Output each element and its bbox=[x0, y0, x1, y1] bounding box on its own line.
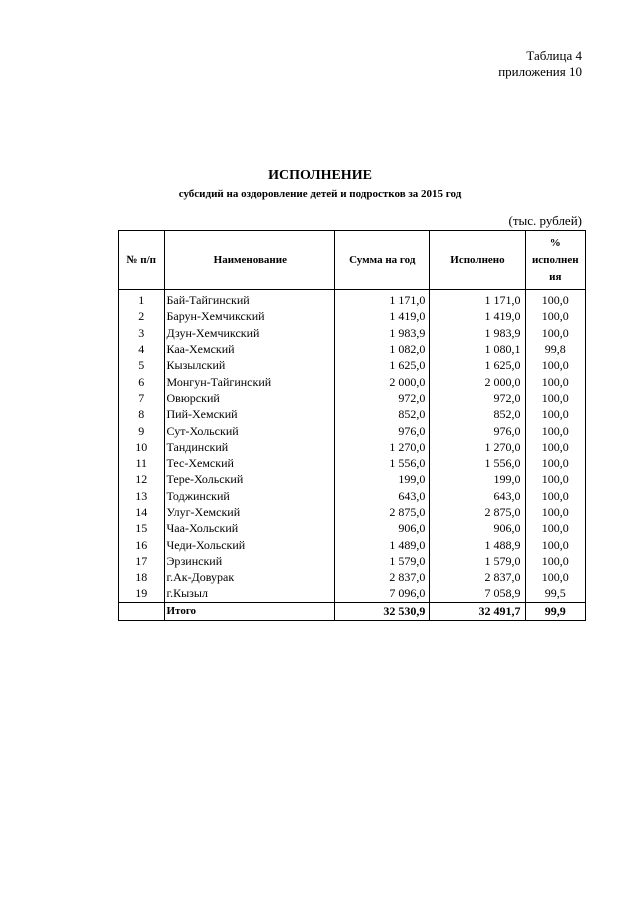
cell-done: 2 000,0 bbox=[430, 373, 525, 389]
cell-done: 1 488,9 bbox=[430, 536, 525, 552]
cell-no: 11 bbox=[119, 455, 165, 471]
cell-sum: 1 082,0 bbox=[335, 341, 430, 357]
cell-no: 4 bbox=[119, 341, 165, 357]
cell-done: 852,0 bbox=[430, 406, 525, 422]
cell-no: 9 bbox=[119, 422, 165, 438]
cell-name: Монгун-Тайгинский bbox=[164, 373, 335, 389]
cell-pct: 99,8 bbox=[525, 341, 585, 357]
cell-done: 7 058,9 bbox=[430, 585, 525, 602]
cell-pct: 100,0 bbox=[525, 390, 585, 406]
cell-done: 976,0 bbox=[430, 422, 525, 438]
cell-done: 1 080,1 bbox=[430, 341, 525, 357]
cell-done: 972,0 bbox=[430, 390, 525, 406]
cell-done: 199,0 bbox=[430, 471, 525, 487]
cell-done: 2 875,0 bbox=[430, 504, 525, 520]
col-header-pct-line3: ия bbox=[549, 270, 562, 283]
col-header-pct-line2: исполнен bbox=[531, 253, 579, 266]
cell-name: Каа-Хемский bbox=[164, 341, 335, 357]
cell-pct: 100,0 bbox=[525, 569, 585, 585]
cell-no: 16 bbox=[119, 536, 165, 552]
cell-no: 8 bbox=[119, 406, 165, 422]
cell-sum: 643,0 bbox=[335, 488, 430, 504]
cell-name: Чаа-Хольский bbox=[164, 520, 335, 536]
cell-no: 18 bbox=[119, 569, 165, 585]
cell-name: г.Кызыл bbox=[164, 585, 335, 602]
table-header bbox=[119, 231, 586, 290]
cell-name: Пий-Хемский bbox=[164, 406, 335, 422]
total-row bbox=[119, 602, 586, 620]
cell-done: 1 270,0 bbox=[430, 439, 525, 455]
cell-sum: 1 579,0 bbox=[335, 553, 430, 569]
table-body bbox=[119, 290, 586, 621]
table-row bbox=[119, 569, 586, 585]
table-row bbox=[119, 585, 586, 602]
table-row bbox=[119, 341, 586, 357]
cell-name: Тере-Хольский bbox=[164, 471, 335, 487]
total-sum: 32 530,9 bbox=[335, 602, 430, 620]
cell-no: 3 bbox=[119, 325, 165, 341]
table-row bbox=[119, 422, 586, 438]
total-done: 32 491,7 bbox=[430, 602, 525, 620]
cell-pct: 100,0 bbox=[525, 471, 585, 487]
col-header-no: № п/п bbox=[119, 231, 165, 290]
cell-sum: 976,0 bbox=[335, 422, 430, 438]
cell-no: 17 bbox=[119, 553, 165, 569]
cell-pct: 100,0 bbox=[525, 357, 585, 373]
table-row bbox=[119, 357, 586, 373]
table-row bbox=[119, 553, 586, 569]
table-row bbox=[119, 504, 586, 520]
cell-no: 12 bbox=[119, 471, 165, 487]
cell-done: 1 556,0 bbox=[430, 455, 525, 471]
cell-sum: 1 625,0 bbox=[335, 357, 430, 373]
table-row bbox=[119, 390, 586, 406]
cell-name: Дзун-Хемчикский bbox=[164, 325, 335, 341]
table-row bbox=[119, 439, 586, 455]
document-subtitle: субсидий на оздоровление детей и подростков за 2015 год bbox=[178, 188, 462, 200]
table-row bbox=[119, 406, 586, 422]
cell-pct: 100,0 bbox=[525, 373, 585, 389]
cell-pct: 100,0 bbox=[525, 308, 585, 324]
table-row bbox=[119, 325, 586, 341]
table-row bbox=[119, 373, 586, 389]
col-header-pct-line1: % bbox=[549, 236, 561, 249]
cell-sum: 972,0 bbox=[335, 390, 430, 406]
cell-no: 5 bbox=[119, 357, 165, 373]
cell-done: 1 579,0 bbox=[430, 553, 525, 569]
cell-pct: 100,0 bbox=[525, 553, 585, 569]
cell-pct: 100,0 bbox=[525, 488, 585, 504]
total-label: Итого bbox=[164, 602, 335, 620]
cell-no: 1 bbox=[119, 290, 165, 309]
cell-no: 2 bbox=[119, 308, 165, 324]
cell-no: 14 bbox=[119, 504, 165, 520]
cell-no: 15 bbox=[119, 520, 165, 536]
cell-sum: 2 000,0 bbox=[335, 373, 430, 389]
col-header-done: Исполнено bbox=[430, 231, 525, 290]
cell-name: Бай-Тайгинский bbox=[164, 290, 335, 309]
cell-done: 643,0 bbox=[430, 488, 525, 504]
cell-sum: 906,0 bbox=[335, 520, 430, 536]
cell-name: Барун-Хемчикский bbox=[164, 308, 335, 324]
cell-pct: 100,0 bbox=[525, 455, 585, 471]
cell-pct: 99,5 bbox=[525, 585, 585, 602]
appendix-number: приложения 10 bbox=[498, 64, 582, 79]
table-number: Таблица 4 bbox=[526, 48, 582, 63]
col-header-sum: Сумма на год bbox=[335, 231, 430, 290]
table-row bbox=[119, 471, 586, 487]
document-title: ИСПОЛНЕНИЕ bbox=[268, 168, 372, 183]
cell-name: Овюрский bbox=[164, 390, 335, 406]
cell-done: 1 983,9 bbox=[430, 325, 525, 341]
cell-name: Улуг-Хемский bbox=[164, 504, 335, 520]
cell-pct: 100,0 bbox=[525, 406, 585, 422]
table-row bbox=[119, 520, 586, 536]
cell-pct: 100,0 bbox=[525, 422, 585, 438]
total-no-cell bbox=[119, 602, 165, 620]
col-header-pct bbox=[525, 231, 585, 290]
cell-name: Сут-Хольский bbox=[164, 422, 335, 438]
header-row bbox=[119, 231, 586, 290]
total-pct: 99,9 bbox=[525, 602, 585, 620]
subsidy-table bbox=[118, 230, 586, 621]
cell-done: 1 419,0 bbox=[430, 308, 525, 324]
cell-name: Тес-Хемский bbox=[164, 455, 335, 471]
cell-pct: 100,0 bbox=[525, 290, 585, 309]
cell-pct: 100,0 bbox=[525, 325, 585, 341]
cell-sum: 1 270,0 bbox=[335, 439, 430, 455]
cell-sum: 199,0 bbox=[335, 471, 430, 487]
table-row bbox=[119, 308, 586, 324]
cell-sum: 7 096,0 bbox=[335, 585, 430, 602]
cell-done: 906,0 bbox=[430, 520, 525, 536]
cell-no: 13 bbox=[119, 488, 165, 504]
document-header bbox=[498, 48, 582, 80]
cell-name: Кызылский bbox=[164, 357, 335, 373]
cell-pct: 100,0 bbox=[525, 536, 585, 552]
cell-name: Тоджинский bbox=[164, 488, 335, 504]
cell-pct: 100,0 bbox=[525, 520, 585, 536]
table-row bbox=[119, 455, 586, 471]
cell-sum: 2 875,0 bbox=[335, 504, 430, 520]
cell-name: г.Ак-Довурак bbox=[164, 569, 335, 585]
cell-sum: 1 556,0 bbox=[335, 455, 430, 471]
cell-sum: 1 171,0 bbox=[335, 290, 430, 309]
cell-no: 10 bbox=[119, 439, 165, 455]
units-note: (тыс. рублей) bbox=[508, 213, 582, 228]
cell-pct: 100,0 bbox=[525, 504, 585, 520]
cell-sum: 1 983,9 bbox=[335, 325, 430, 341]
cell-no: 6 bbox=[119, 373, 165, 389]
table-row bbox=[119, 536, 586, 552]
cell-sum: 2 837,0 bbox=[335, 569, 430, 585]
cell-pct: 100,0 bbox=[525, 439, 585, 455]
cell-no: 19 bbox=[119, 585, 165, 602]
cell-done: 2 837,0 bbox=[430, 569, 525, 585]
col-header-name: Наименование bbox=[164, 231, 335, 290]
cell-sum: 1 489,0 bbox=[335, 536, 430, 552]
cell-name: Тандинский bbox=[164, 439, 335, 455]
table-row bbox=[119, 488, 586, 504]
cell-name: Чеди-Хольский bbox=[164, 536, 335, 552]
cell-done: 1 171,0 bbox=[430, 290, 525, 309]
cell-sum: 852,0 bbox=[335, 406, 430, 422]
cell-no: 7 bbox=[119, 390, 165, 406]
cell-done: 1 625,0 bbox=[430, 357, 525, 373]
cell-name: Эрзинский bbox=[164, 553, 335, 569]
table-row bbox=[119, 290, 586, 309]
cell-sum: 1 419,0 bbox=[335, 308, 430, 324]
